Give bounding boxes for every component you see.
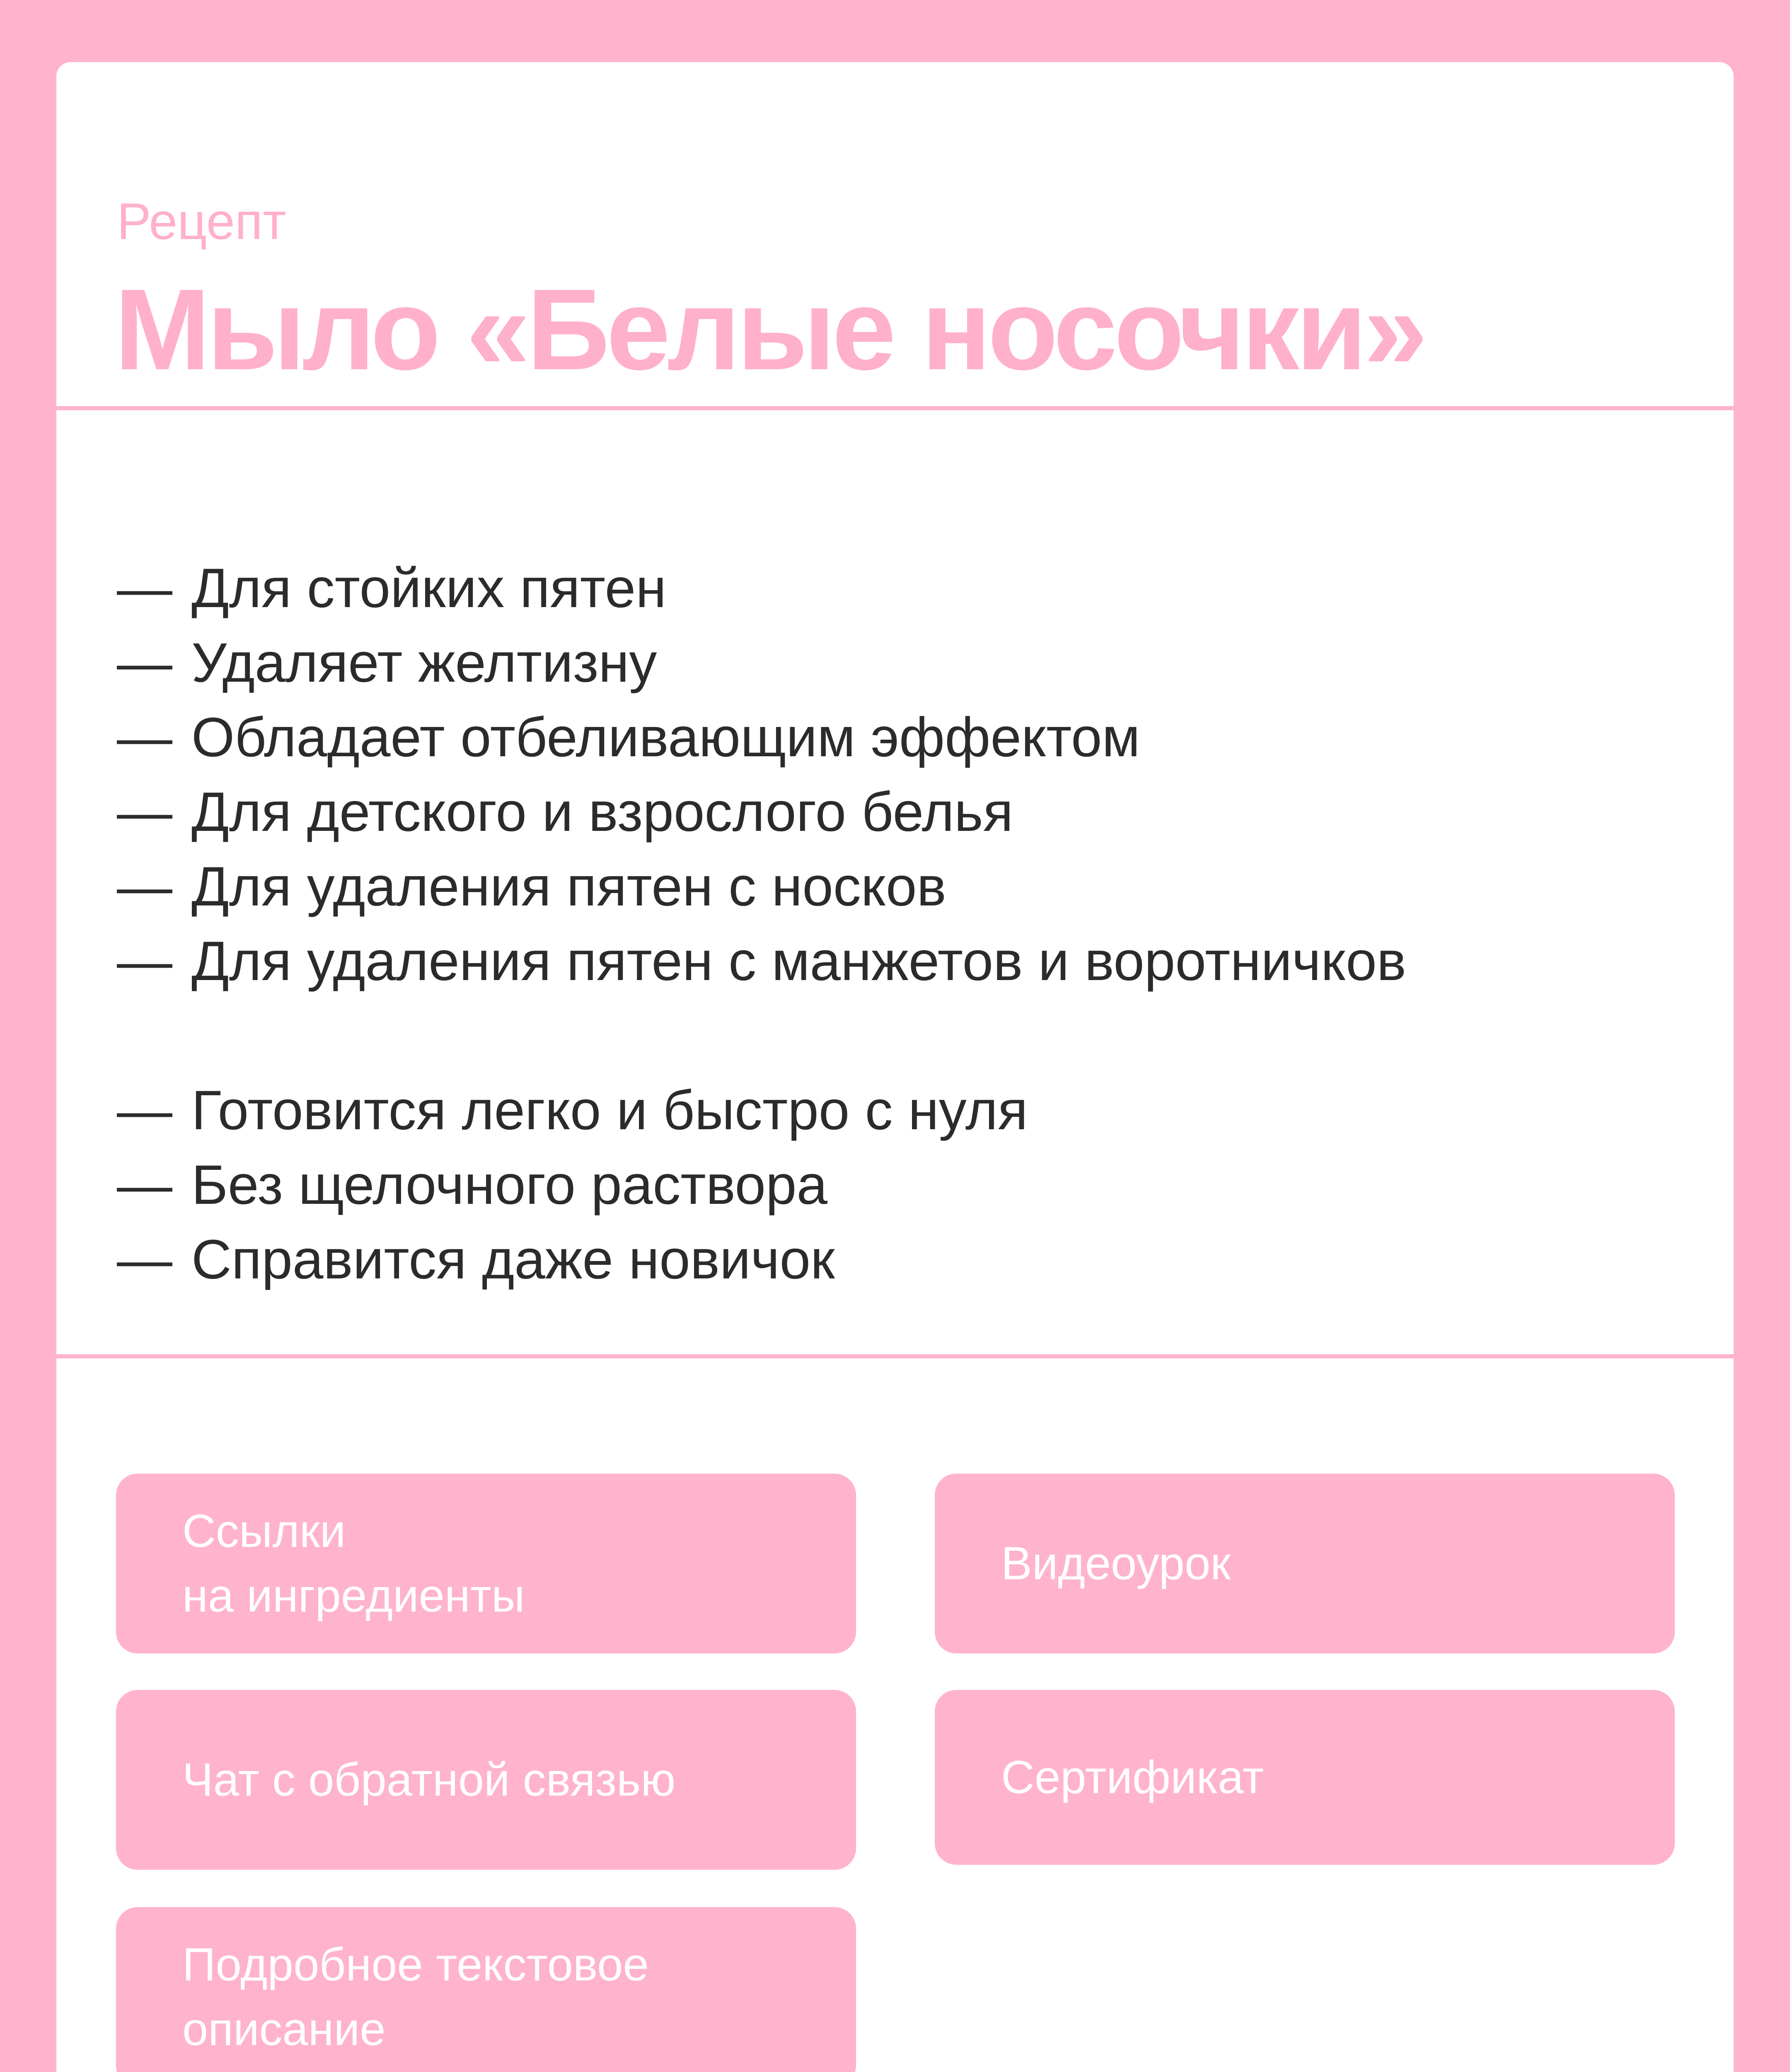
dash-bullet: — — [117, 632, 172, 694]
dash-bullet: — — [117, 930, 172, 992]
video-lesson-button[interactable] — [935, 1474, 1675, 1653]
feature-list — [117, 551, 1406, 1297]
feature-item — [117, 700, 1406, 775]
feedback-chat-button[interactable] — [116, 1690, 856, 1870]
dash-bullet: — — [117, 1229, 172, 1290]
button-label: Чат с обратной связью — [182, 1754, 676, 1806]
feature-item — [117, 775, 1406, 850]
feature-text: Справится даже новичок — [191, 1229, 835, 1290]
feature-item — [117, 850, 1406, 924]
button-label: Сертификат — [1001, 1751, 1264, 1803]
button-label: Ссылки на ингредиенты — [182, 1505, 525, 1622]
feature-text: Готовится легко и быстро с нуля — [191, 1080, 1028, 1141]
dash-bullet: — — [117, 557, 172, 619]
dash-bullet: — — [117, 707, 172, 768]
dash-bullet: — — [117, 1154, 172, 1216]
feature-item — [117, 551, 1406, 626]
header-divider — [56, 406, 1734, 410]
feature-item — [117, 1073, 1406, 1148]
eyebrow-label: Рецепт — [117, 193, 286, 250]
certificate-button[interactable] — [935, 1690, 1675, 1865]
feature-text: Удаляет желтизну — [191, 632, 657, 694]
section-divider — [56, 1354, 1734, 1358]
feature-item — [117, 626, 1406, 700]
feature-text: Для стойких пятен — [191, 557, 667, 619]
feature-group-ease — [117, 1073, 1406, 1297]
feature-text: Без щелочного раствора — [191, 1154, 827, 1216]
button-label: Подробное текстовое описание — [182, 1939, 649, 2055]
dash-bullet: — — [117, 1080, 172, 1141]
feature-item — [117, 924, 1406, 999]
ingredients-links-button[interactable] — [116, 1474, 856, 1653]
recipe-card — [56, 62, 1734, 2072]
feature-item — [117, 1148, 1406, 1222]
feature-text: Для удаления пятен с манжетов и воротничков — [191, 930, 1406, 992]
feature-text: Обладает отбеливающим эффектом — [191, 707, 1140, 768]
feature-text: Для детского и взрослого белья — [191, 781, 1014, 843]
dash-bullet: — — [117, 781, 172, 843]
text-description-button[interactable] — [116, 1907, 856, 2072]
page-title: Мыло «Белые носочки» — [114, 265, 1425, 394]
button-label: Видеоурок — [1001, 1537, 1231, 1589]
feature-group-benefits — [117, 551, 1406, 999]
feature-item — [117, 1222, 1406, 1297]
dash-bullet: — — [117, 856, 172, 917]
feature-text: Для удаления пятен с носков — [191, 856, 946, 917]
